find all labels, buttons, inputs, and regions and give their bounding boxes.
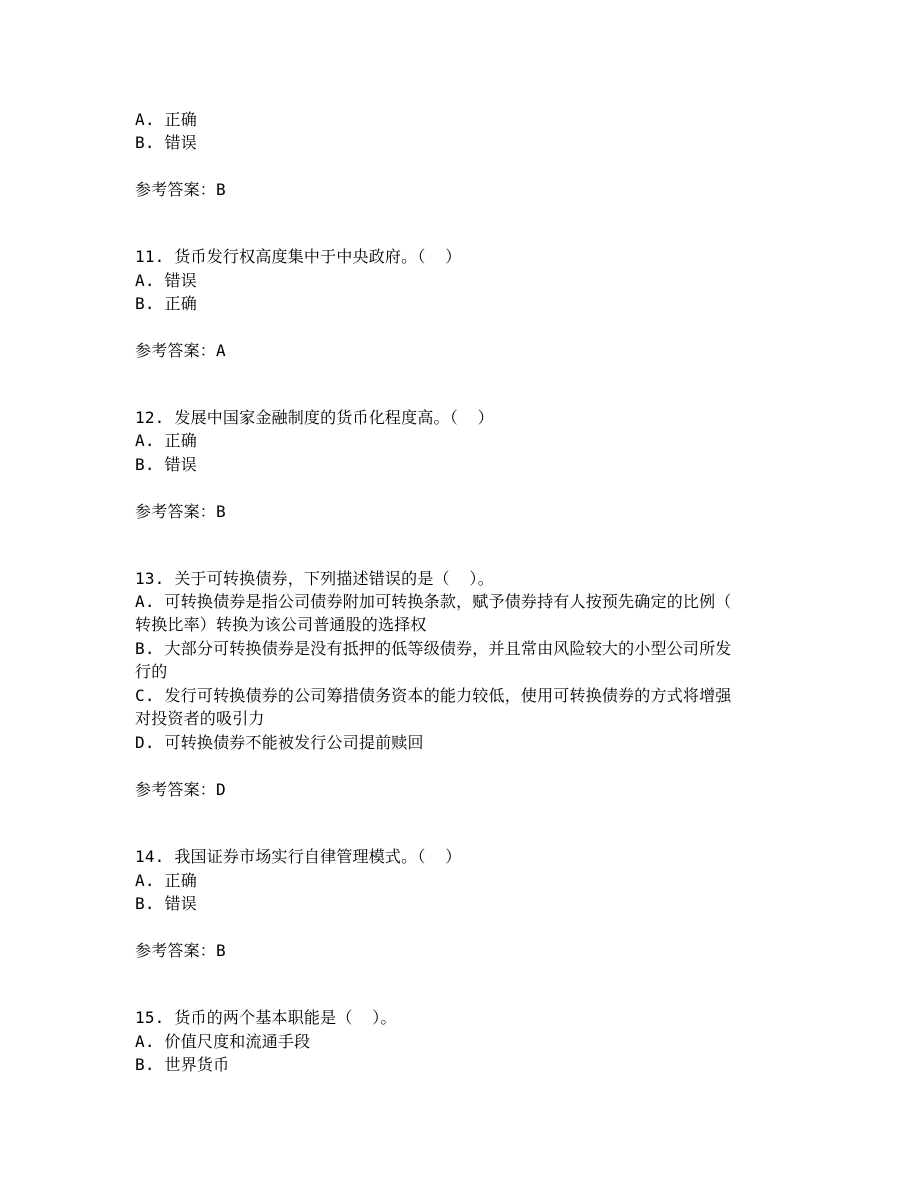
question-14-stem: 14. 我国证券市场实行自律管理模式。（ ）: [135, 847, 462, 866]
question-12-option-b: B. 错误: [135, 455, 197, 474]
question-11-option-a: A. 错误: [135, 271, 197, 290]
question-15-option-a: A. 价值尺度和流通手段: [135, 1032, 311, 1051]
question-13-option-d: D. 可转换债券不能被发行公司提前赎回: [135, 733, 424, 752]
option-b: B. 错误: [135, 133, 197, 152]
option-a: A. 正确: [135, 110, 197, 129]
question-13-option-b-line-2: 行的: [135, 662, 168, 681]
question-13-option-c-line-2: 对投资者的吸引力: [135, 709, 265, 728]
question-13-answer: 参考答案：D: [135, 780, 226, 799]
question-13-option-a-line-1: A. 可转换债券是指公司债券附加可转换条款，赋予债券持有人按预先确定的比例（: [135, 592, 732, 611]
question-14-option-b: B. 错误: [135, 894, 197, 913]
question-13-option-b-line-1: B. 大部分可转换债券是没有抵押的低等级债券，并且常由风险较大的小型公司所发: [135, 639, 732, 658]
question-15-option-b: B. 世界货币: [135, 1055, 230, 1074]
question-14-option-a: A. 正确: [135, 871, 197, 890]
question-15-stem: 15. 货币的两个基本职能是（ ）。: [135, 1008, 397, 1027]
question-11-option-b: B. 正确: [135, 294, 197, 313]
question-12-option-a: A. 正确: [135, 431, 197, 450]
question-13-option-c-line-1: C. 发行可转换债券的公司筹措债务资本的能力较低，使用可转换债券的方式将增强: [135, 686, 732, 705]
question-13-option-a-line-2: 转换比率）转换为该公司普通股的选择权: [135, 615, 427, 634]
question-12-stem: 12. 发展中国家金融制度的货币化程度高。（ ）: [135, 408, 494, 427]
question-11-answer: 参考答案：A: [135, 341, 226, 360]
answer-text: 参考答案：B: [135, 180, 226, 199]
question-11-stem: 11. 货币发行权高度集中于中央政府。（ ）: [135, 247, 462, 266]
question-14-answer: 参考答案：B: [135, 941, 226, 960]
question-13-stem: 13. 关于可转换债券，下列描述错误的是（ ）。: [135, 569, 494, 588]
question-12-answer: 参考答案：B: [135, 502, 226, 521]
